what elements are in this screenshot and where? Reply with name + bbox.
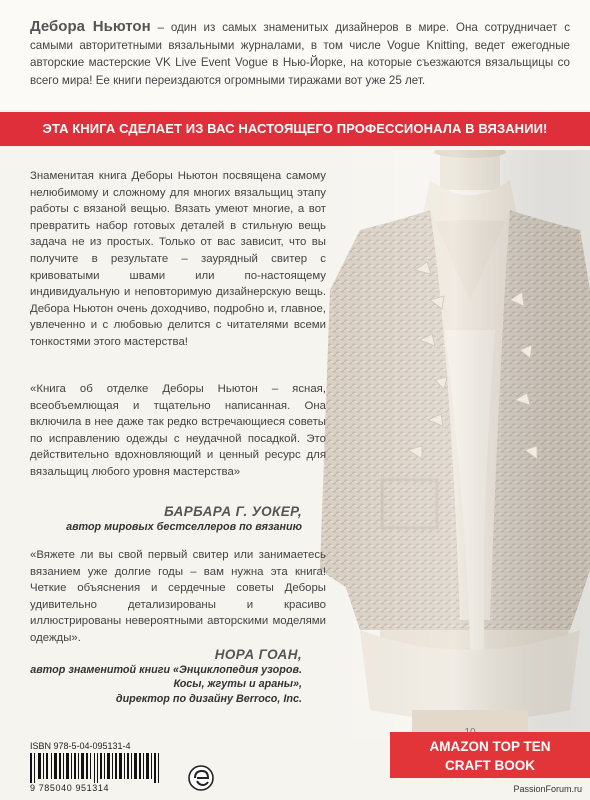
intro-paragraph — [30, 168, 326, 351]
quote-walker-role: автор мировых бестселлеров по вязанию — [66, 520, 302, 533]
site-watermark: PassionForum.ru — [513, 784, 582, 794]
quote-hoan-role-3: директор по дизайну Berroco, Inc. — [115, 692, 302, 705]
quote-hoan-role-2: Косы, жгуты и араны», — [173, 678, 302, 690]
intro-text: Знаменитая книга Деборы Ньютон посвящена самому нелюбимому и сложному для многих вязальщиц этапу работы с вязаной вещью. Вязать умеют многие, а вот превратить набор готовых деталей в стильную вещь задача не из простых. Только от вас зависит, что вы получите в результате – заурядный свитер с кривоватыми швами или по-настоящему индивидуальную и неповторимую дизайнерскую вещь. Дебора Ньютон очень доходчиво, подробно и, главное, увлеченно и с любовью делится с читателями всеми тонкостями этого мастерства! — [30, 170, 326, 348]
quote-hoan-attribution — [30, 648, 302, 706]
author-bio-section — [0, 0, 590, 110]
author-name: Дебора Ньютон — [30, 18, 151, 35]
author-bio — [30, 18, 570, 89]
author-bio-text: – один из самых знаменитых дизайнеров в мире. Она сотрудничает с самыми авторитетными вязальными журналами, в том числе Vogue Knitting, ведет ежегодные авторские мастерские VK Live Event Vogue в Нью-Йорке, на которые съезжаются вязальщицы со всего мира! Ее книги переиздаются огромными тиражами вот уже 25 лет. — [30, 21, 570, 87]
quote-walker-text: «Книга об отделке Деборы Ньютон – ясная, всеобъемлющая и тщательно написанная. Она включила в нее даже так редко встречающиеся советы по исправлению одежды с неудачной посадкой. Это действительно вдохновляющий и ценный ресурс для вязальщиц любого уровня мастерства» — [30, 383, 326, 478]
quote-hoan-text: «Вяжете ли вы свой первый свитер или занимаетесь вязанием уже долгие годы – вам нужна эта книга! Четкие объяснения и сердечные советы Деборы удивительно детализированы и красиво иллюстрированы невероятными авторскими моделями одежды». — [30, 549, 326, 644]
isbn: ISBN 978-5-04-095131-4 — [30, 741, 131, 751]
quote-walker-attribution — [66, 505, 302, 534]
amazon-badge-line-2: CRAFT BOOK — [445, 758, 535, 773]
barcode-icon — [30, 753, 180, 783]
amazon-badge-line-1: AMAZON TOP TEN — [429, 739, 551, 754]
publisher-logo-icon — [188, 765, 214, 791]
quote-hoan — [30, 547, 326, 647]
quote-walker-name: БАРБАРА Г. УОКЕР, — [164, 504, 302, 519]
quote-hoan-role-1: автор знаменитой книги «Энциклопедия узоров. — [30, 663, 302, 676]
quote-hoan-name: НОРА ГОАН, — [214, 647, 302, 662]
amazon-badge — [390, 732, 590, 778]
promo-banner: ЭТА КНИГА СДЕЛАЕТ ИЗ ВАС НАСТОЯЩЕГО ПРОФЕССИОНАЛА В ВЯЗАНИИ! — [0, 112, 590, 146]
barcode-number: 9 785040 951314 — [30, 783, 110, 793]
quote-walker — [30, 381, 326, 481]
cardigan-photo — [320, 150, 590, 740]
